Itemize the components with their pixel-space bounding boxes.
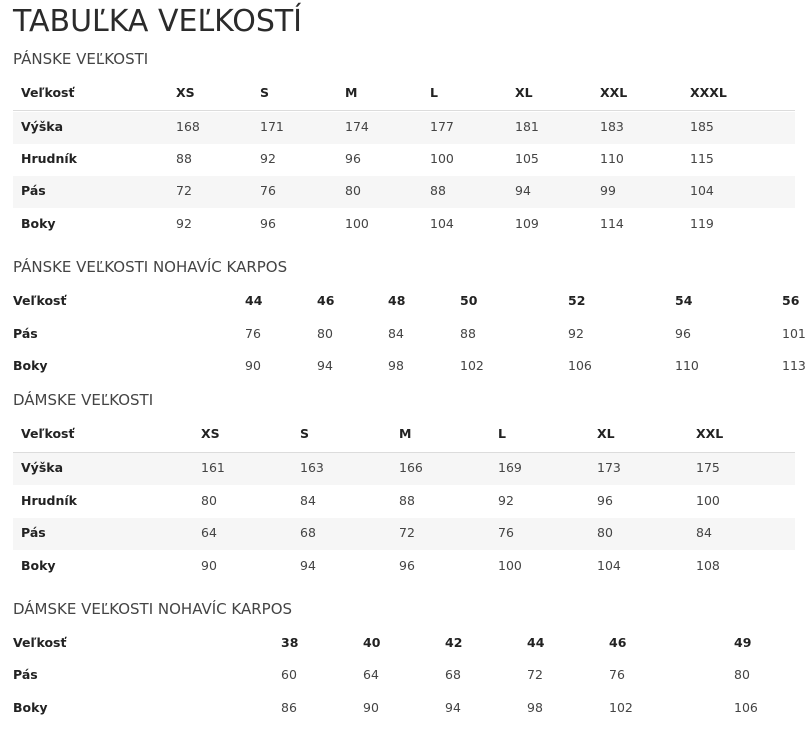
measurement-value: 101	[782, 326, 806, 341]
measurement-value: 169	[498, 460, 522, 475]
page-title: TABUĽKA VEĽKOSTÍ	[13, 4, 303, 39]
size-column-header: XS	[201, 426, 220, 441]
size-column-header: 46	[609, 635, 627, 650]
size-column-header: 50	[460, 293, 478, 308]
size-column-header: 40	[363, 635, 381, 650]
measurement-value: 60	[281, 667, 297, 682]
measurement-value: 92	[260, 151, 276, 166]
size-label-header: Veľkosť	[13, 293, 67, 308]
measurement-value: 72	[399, 525, 415, 540]
measurement-value: 113	[782, 358, 806, 373]
womens-pants-karpos-title: DÁMSKE VEĽKOSTI NOHAVÍC KARPOS	[13, 600, 293, 618]
measurement-value: 102	[460, 358, 484, 373]
size-column-header: 44	[245, 293, 263, 308]
measurement-value: 94	[300, 558, 316, 573]
measurement-value: 76	[260, 183, 276, 198]
table-row-background	[13, 112, 795, 144]
measurement-label: Pás	[21, 183, 46, 198]
size-label-header: Veľkosť	[21, 85, 75, 100]
measurement-value: 99	[600, 183, 616, 198]
measurement-label: Boky	[21, 216, 56, 231]
size-column-header: 44	[527, 635, 545, 650]
measurement-value: 108	[696, 558, 720, 573]
measurement-value: 166	[399, 460, 423, 475]
size-column-header: XXL	[696, 426, 724, 441]
measurement-value: 92	[498, 493, 514, 508]
measurement-label: Hrudník	[21, 493, 77, 508]
measurement-value: 64	[201, 525, 217, 540]
measurement-value: 80	[345, 183, 361, 198]
measurement-value: 80	[317, 326, 333, 341]
measurement-value: 174	[345, 119, 369, 134]
measurement-value: 168	[176, 119, 200, 134]
measurement-value: 90	[201, 558, 217, 573]
measurement-label: Pás	[21, 525, 46, 540]
measurement-value: 96	[399, 558, 415, 573]
measurement-value: 92	[568, 326, 584, 341]
measurement-value: 88	[176, 151, 192, 166]
measurement-value: 100	[498, 558, 522, 573]
measurement-value: 96	[597, 493, 613, 508]
measurement-value: 177	[430, 119, 454, 134]
measurement-value: 92	[176, 216, 192, 231]
measurement-value: 88	[460, 326, 476, 341]
measurement-value: 102	[609, 700, 633, 715]
size-column-header: M	[345, 85, 358, 100]
measurement-label: Boky	[13, 358, 48, 373]
measurement-value: 80	[201, 493, 217, 508]
measurement-value: 84	[300, 493, 316, 508]
measurement-value: 64	[363, 667, 379, 682]
measurement-value: 109	[515, 216, 539, 231]
measurement-value: 94	[515, 183, 531, 198]
measurement-value: 94	[317, 358, 333, 373]
measurement-value: 88	[399, 493, 415, 508]
size-column-header: XXXL	[690, 85, 727, 100]
measurement-value: 119	[690, 216, 714, 231]
size-column-header: S	[300, 426, 310, 441]
size-column-header: XXL	[600, 85, 628, 100]
measurement-value: 84	[388, 326, 404, 341]
measurement-value: 175	[696, 460, 720, 475]
womens-sizes-title: DÁMSKE VEĽKOSTI	[13, 391, 154, 409]
measurement-value: 100	[430, 151, 454, 166]
size-column-header: 42	[445, 635, 463, 650]
measurement-value: 90	[245, 358, 261, 373]
size-column-header: M	[399, 426, 412, 441]
measurement-value: 76	[498, 525, 514, 540]
measurement-value: 86	[281, 700, 297, 715]
size-column-header: 52	[568, 293, 586, 308]
measurement-value: 185	[690, 119, 714, 134]
size-column-header: L	[430, 85, 438, 100]
measurement-value: 183	[600, 119, 624, 134]
measurement-value: 98	[388, 358, 404, 373]
measurement-value: 173	[597, 460, 621, 475]
measurement-label: Boky	[21, 558, 56, 573]
mens-sizes-title: PÁNSKE VEĽKOSTI	[13, 50, 149, 68]
measurement-value: 100	[345, 216, 369, 231]
size-column-header: 38	[281, 635, 299, 650]
table-row-background	[13, 176, 795, 208]
measurement-value: 94	[445, 700, 461, 715]
measurement-label: Boky	[13, 700, 48, 715]
measurement-value: 115	[690, 151, 714, 166]
mens-pants-karpos-title: PÁNSKE VEĽKOSTI NOHAVÍC KARPOS	[13, 258, 288, 276]
measurement-value: 96	[260, 216, 276, 231]
header-divider	[13, 110, 795, 111]
measurement-value: 76	[245, 326, 261, 341]
measurement-value: 110	[600, 151, 624, 166]
measurement-value: 161	[201, 460, 225, 475]
measurement-label: Pás	[13, 326, 38, 341]
measurement-value: 110	[675, 358, 699, 373]
measurement-value: 68	[445, 667, 461, 682]
measurement-value: 181	[515, 119, 539, 134]
measurement-label: Pás	[13, 667, 38, 682]
measurement-value: 104	[430, 216, 454, 231]
measurement-label: Výška	[21, 460, 64, 475]
measurement-value: 105	[515, 151, 539, 166]
measurement-value: 90	[363, 700, 379, 715]
measurement-value: 100	[696, 493, 720, 508]
size-label-header: Veľkosť	[21, 426, 75, 441]
size-column-header: XL	[597, 426, 615, 441]
measurement-value: 72	[176, 183, 192, 198]
size-column-header: 48	[388, 293, 406, 308]
measurement-value: 104	[690, 183, 714, 198]
measurement-label: Hrudník	[21, 151, 77, 166]
measurement-value: 68	[300, 525, 316, 540]
size-column-header: XS	[176, 85, 195, 100]
size-column-header: XL	[515, 85, 533, 100]
measurement-value: 88	[430, 183, 446, 198]
measurement-value: 106	[568, 358, 592, 373]
size-column-header: 46	[317, 293, 335, 308]
measurement-value: 76	[609, 667, 625, 682]
size-label-header: Veľkosť	[13, 635, 67, 650]
measurement-value: 96	[675, 326, 691, 341]
measurement-value: 163	[300, 460, 324, 475]
measurement-value: 104	[597, 558, 621, 573]
size-column-header: 54	[675, 293, 693, 308]
measurement-value: 84	[696, 525, 712, 540]
measurement-value: 114	[600, 216, 624, 231]
measurement-value: 96	[345, 151, 361, 166]
measurement-value: 106	[734, 700, 758, 715]
size-column-header: L	[498, 426, 506, 441]
measurement-label: Výška	[21, 119, 64, 134]
measurement-value: 171	[260, 119, 284, 134]
measurement-value: 80	[734, 667, 750, 682]
size-column-header: S	[260, 85, 270, 100]
measurement-value: 98	[527, 700, 543, 715]
size-column-header: 49	[734, 635, 752, 650]
size-column-header: 56	[782, 293, 800, 308]
measurement-value: 72	[527, 667, 543, 682]
measurement-value: 80	[597, 525, 613, 540]
